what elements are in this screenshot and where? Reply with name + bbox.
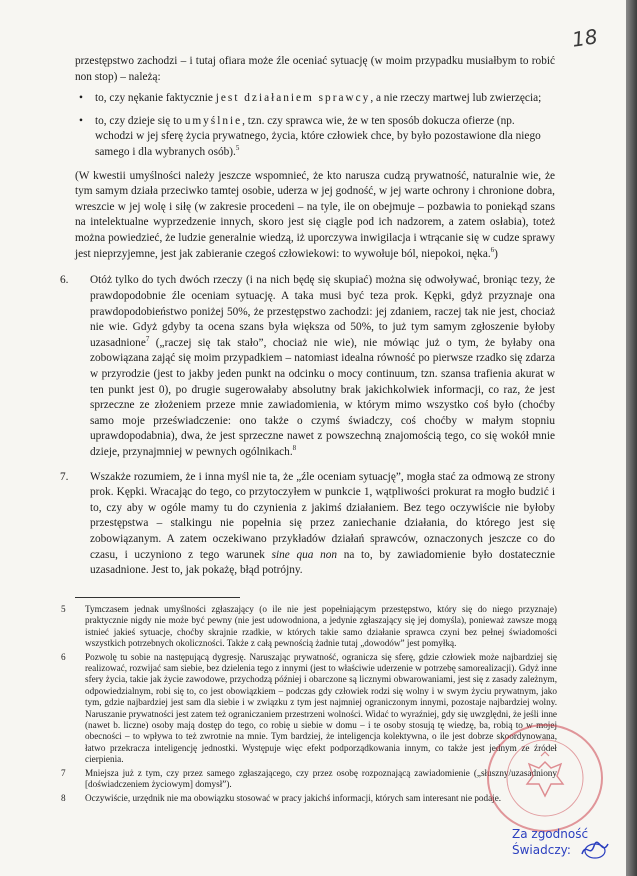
signature-scribble (580, 840, 610, 860)
bullet-item (75, 91, 555, 107)
footnote-separator (75, 597, 240, 598)
eagle-emblem-icon (489, 726, 601, 830)
footnote-number: 7 (61, 767, 66, 778)
item-text: na to, by zawiadomienie było dostatecznie uzasadnione. Jest to, jak pokażę, błąd potrójny. (90, 548, 555, 577)
footnote-ref: 5 (235, 144, 240, 153)
footnotes (61, 604, 557, 806)
item-number: 7. (60, 470, 69, 483)
numbered-list (60, 273, 555, 578)
handwritten-page-number: 18 (570, 24, 599, 52)
footnote-ref: 7 (145, 335, 150, 344)
footnote-ref: 8 (292, 444, 297, 453)
footnote-number: 5 (61, 604, 66, 614)
footnote-number: 6 (61, 651, 66, 662)
bullet-text: to, czy dzieje się to (95, 114, 185, 127)
footnote (61, 652, 557, 766)
parenthetical-paragraph (75, 169, 555, 263)
official-stamp (487, 724, 603, 832)
footnote-text: Pozwolę tu sobie na następującą dygresję. Naruszając prywatność, ogranicza się sferę, gdzie człowiek może najbardziej się realizować, rozwijać sam siebie, bez dzielenia tego z innymi (jest to właściwie uderzenie w potrzebę samorealizacji). Gdyż inne sfery życia, takie jak życie zawodowe, przychodzą później i obarczone są licznymi obwarowaniami, jest się z zasady zależnym, odpowiedzialnym, robi się to, co jest obowiązkiem – podczas gdy człowiek rodzi się wolny i w swym życiu prywatnym, jako tym, gdzie najbardziej jest sam dla siebie i w związku z tym jest najmniej ograniczonym innymi, pozostaje najbardziej wolny. Naruszanie prywatności jest zatem też ograniczaniem przestrzeni wolności. Widać to wyraźniej, gdy się uwzględni, że jeśli inne (nawet b. liczne) osoby mają dostęp do tego, co robię u siebie w domu – i te osoby stosują tę wiedzę, ba, robią to w mojej obecności – to wpływa to też zwrotnie na mnie. Tym bardziej, że inteligencja kolektywna, o ile jest dobrze skoordynowana, łatwo przekracza inteligencję jednostki. Występuje więc efekt podporządkowania innym, co także jest jednym ze źródeł cierpienia. (85, 651, 557, 765)
numbered-item (60, 470, 555, 579)
italic-phrase: sine qua non (271, 548, 338, 561)
aside-close: ) (494, 247, 498, 260)
spaced-phrase: jest działaniem sprawcy (215, 92, 371, 105)
item-text: („raczej się tak stało”, chociaż nie wie), nie mówiąc już o tym, że byłaby ona zobowiązana zająć się moim przypadkiem – natomiast idealna równość po pierwsze rzadko się zdarza w przyrodzie (jest to jakby jeden punkt na odcinku o mocy continuum, tzn. szansa trafienia akurat w ten punkt jest 0), po drugie sugerowałaby absolutny brak jakichkolwiek informacji, co raz, że jest sprzeczne ze złożeniem przeze mnie zawiadomienia, w którym mimo wszystko coś było (choćby samo moje przeświadczenie: ono także o czymś świadczy, coś choćby w małym stopniu uprawdopodabnia), dwa, że jest sprzeczne nawet z powszechną znajomością tego, co się wokół mnie dzieje, przynajmniej w pewnych ogólnikach. (90, 336, 555, 458)
spaced-phrase: umyślnie (184, 114, 243, 127)
footnote-ref: 6 (490, 245, 495, 254)
footnote-number: 8 (61, 792, 66, 803)
footnote (61, 604, 557, 650)
bullet-text: , a nie rzeczy martwej lub zwierzęcia; (370, 92, 542, 105)
aside-text: (W kwestii umyślności należy jeszcze wspomnieć, że kto narusza cudzą prywatność, naturalnie wie, że tym samym działa przeciwko tamtej osobie, uderza w jej godność, w jej warte ochrony i chronione dobra, wreszcie w jej wolę i siłę (w zakresie procedeni – na tyle, ile on obejmuje – pozbawia to poniekąd szans na intelektualne wyprzedzenie innych, skoro jest się ciągle pod ich nadzorem, a zatem osłabia), toteż można powiedzieć, że ludzie generalnie wiedzą, iż uporczywa inwigilacja i wtrącanie się w cudze sprawy jest nieprzyjemne, jest jak zabieranie czegoś człowiekowi: to wywołuje ból, niepokoi, nęka. (75, 169, 555, 260)
bullet-item (75, 114, 555, 161)
bullet-list (75, 91, 555, 160)
footnote-text: Tymczasem jednak umyślności zgłaszający (o ile nie jest popełniającym przestępstwo, który się do niego przyznaje) praktycznie nigdy nie może być pewny (nie jest udowodniona, a jedynie zgłaszający się jej domyśla), ponieważ zawsze mogą istnieć jakieś sytuacje, choćby skrajnie rzadkie, w których takie samo działanie sprawca czyni bez pełnej świadomości wszystkich potrzebnych okoliczności. Także z całą pewnością żadnie tutaj „dowodów” jest pomyłką. (85, 604, 557, 649)
bullet-text: , tzn. czy sprawca wie, że w ten sposób dokucza ofierze (np. wchodzi w jej sferę życia prywatnego, życia, które człowiek chce, by było pozostawione dla niego samego i dla wybranych osób). (95, 114, 541, 158)
footnote (61, 768, 557, 791)
main-text (60, 54, 555, 588)
item-number: 6. (60, 274, 69, 287)
item-text: Wszakże rozumiem, że i inna myśl nie ta, że „źle oceniam sytuację”, mogła stać za odmową ze strony prok. Kępki. Wracając do tego, co przytoczyłem w punkcie 1, wątpliwości prokurat ra mogło budzić i to, czy aby w ogóle mamy tu do czynienia z jakimś działaniem. Bez tego oczywiście nie byłoby przestępstwa – stalkingu nie popełnia się przez zaniechanie działania, do którego jest się zobowiązanym. A zatem oczekiwano przykładów działań sprawców, oznaczonych jeszcze co do czasu, i uczyniono z tego warunek (90, 470, 555, 561)
scan-edge (626, 0, 637, 876)
footnote (61, 793, 557, 804)
certification-note (512, 826, 588, 858)
cert-line: Za zgodność (512, 827, 589, 841)
item-text: Otóż tylko do tych dwóch rzeczy (i na nich będę się skupiać) można się odwoływać, broniąc tezy, że prawdopodobnie źle oceniam sytuację. A taka musi być teza prok. Kępki, gdyż przyznaje ona prawdopodobieństwo poniżej 50%, że przestępstwo zachodzi: jej zdaniem, raczej tak nie jest, chociaż nie wie. Gdyż gdyby ta ocena szans była większa od 50%, to już tym samym zgłoszenie byłoby uzasadnione (90, 274, 555, 349)
numbered-item (60, 273, 555, 460)
bullet-text: to, czy nękanie faktycznie (95, 92, 216, 105)
footnote-text: Oczywiście, urzędnik nie ma obowiązku stosować w pracy jakichś informacji, których sam interesant nie podaje. (85, 792, 502, 803)
cert-line: Świadczy: (512, 843, 571, 857)
intro-paragraph: przestępstwo zachodzi – i tutaj ofiara może źle oceniać sytuację (w moim przypadku musiałbym to robić non stop) – należą: (75, 55, 555, 83)
footnote-text: Mniejsza już z tym, czy przez samego zgłaszającego, czy przez osobę rozpoznającą zawiadomienie („słuszny/uzasadniony [doświadczeniem życiowym] domysł”). (85, 767, 557, 790)
